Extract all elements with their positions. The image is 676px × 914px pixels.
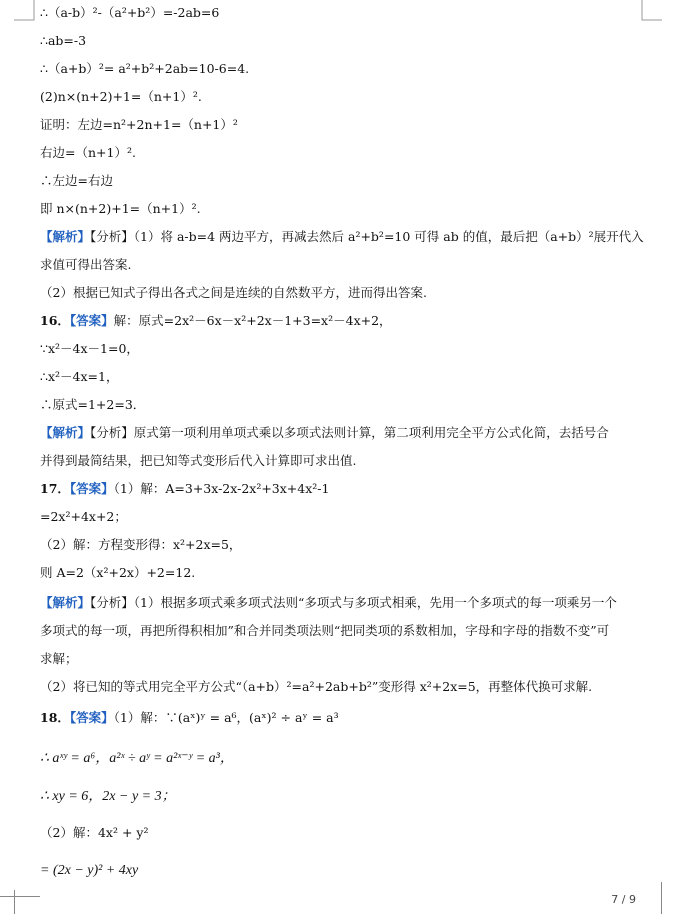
line-text: ∴ab=-3 bbox=[40, 33, 87, 48]
bottom-right-margin-mark bbox=[661, 882, 662, 914]
line-text: =2x²+4x+2； bbox=[40, 509, 127, 524]
line-11 bbox=[40, 283, 646, 303]
line-17 bbox=[40, 451, 646, 471]
question-number: 17． bbox=[40, 481, 70, 496]
bottom-left-margin-mark bbox=[14, 890, 15, 914]
line-text: 解：原式=2x²－6x－x²+2x－1+3=x²－4x+2， bbox=[113, 313, 392, 328]
line-text: = (2x − y)² + 4xy bbox=[40, 863, 139, 878]
line-29 bbox=[40, 823, 646, 843]
line-18 bbox=[40, 479, 646, 499]
line-text: ∴x²－4x=1， bbox=[40, 369, 119, 384]
line-text: （2）根据已知式子得出各式之间是连续的自然数平方，进而得出答案. bbox=[40, 285, 427, 300]
line-text: （2）解：4x² + y² bbox=[40, 825, 149, 840]
line-text: 求解； bbox=[40, 651, 78, 666]
line-text: 即 n×(n+2)+1=（n+1）². bbox=[40, 201, 201, 216]
line-text: ∴ xy = 6，2x − y = 3； bbox=[40, 789, 176, 804]
line-15 bbox=[40, 395, 646, 415]
line-1 bbox=[40, 3, 646, 23]
line-24 bbox=[40, 649, 646, 669]
line-text: ∴ aˣʸ = a⁶，a²ˣ ÷ aʸ = a²ˣ⁻ʸ = a³， bbox=[40, 751, 234, 766]
line-14 bbox=[40, 367, 646, 387]
line-text: ∴左边=右边 bbox=[40, 173, 113, 188]
question-number: 18． bbox=[40, 710, 70, 725]
line-text: 证明：左边=n²+2n+1=（n+1）² bbox=[40, 117, 238, 132]
line-text: 【分析】（1）将 a-b=4 两边平方，再减去然后 a²+b²=10 可得 ab 的值，最后把（a+b）²展开代入 bbox=[90, 229, 644, 244]
line-13 bbox=[40, 339, 646, 359]
line-20 bbox=[40, 535, 646, 555]
line-text: (2)n×(n+2)+1=（n+1）². bbox=[40, 89, 202, 104]
line-text: 右边=（n+1）². bbox=[40, 145, 136, 160]
line-8 bbox=[40, 199, 646, 219]
line-text: ∴原式=1+2=3． bbox=[40, 397, 146, 412]
line-26 bbox=[40, 708, 646, 728]
line-27 bbox=[40, 748, 646, 769]
section-tag: 【答案】 bbox=[69, 481, 114, 496]
line-21 bbox=[40, 563, 646, 583]
line-3 bbox=[40, 59, 646, 79]
line-22 bbox=[40, 593, 646, 613]
bottom-left-rule bbox=[0, 896, 40, 897]
page-number: 7 / 9 bbox=[611, 893, 636, 906]
line-text: 多项式的每一项，再把所得积相加”和合并同类项法则“把同类项的系数相加，字母和字母的指数不变”可 bbox=[40, 623, 610, 638]
section-tag: 【答案】 bbox=[69, 313, 114, 328]
section-tag: 【答案】 bbox=[69, 710, 114, 725]
line-text: ∴（a+b）²= a²+b²+2ab=10-6=4. bbox=[40, 61, 250, 76]
line-text: ∵x²－4x－1=0， bbox=[40, 341, 139, 356]
section-tag: 【解析】 bbox=[40, 229, 91, 244]
line-4 bbox=[40, 87, 646, 107]
line-19 bbox=[40, 507, 646, 527]
line-text: （2）解：方程变形得：x²+2x=5， bbox=[40, 537, 242, 552]
section-tag: 【解析】 bbox=[40, 425, 91, 440]
line-text: 【分析】（1）根据多项式乘多项式法则“多项式与多项式相乘，先用一个多项式的每一项乘另一个 bbox=[90, 595, 617, 610]
question-number: 16． bbox=[40, 313, 70, 328]
line-text: （2）将已知的等式用完全平方公式“（a+b）²=a²+2ab+b²”变形得 x²+2x=5，再整体代换可求解. bbox=[40, 679, 593, 694]
line-25 bbox=[40, 677, 646, 697]
line-6 bbox=[40, 143, 646, 163]
line-23 bbox=[40, 621, 646, 641]
section-tag: 【解析】 bbox=[40, 595, 91, 610]
line-12 bbox=[40, 311, 646, 331]
line-text: 求值可得出答案. bbox=[40, 257, 132, 272]
line-text: （1）解：A=3+3x-2x-2x²+3x+4x²-1 bbox=[113, 481, 330, 496]
line-text: 并得到最简结果，把已知等式变形后代入计算即可求出值. bbox=[40, 453, 357, 468]
line-2 bbox=[40, 31, 646, 51]
line-5 bbox=[40, 115, 646, 135]
line-text: 【分析】原式第一项利用单项式乘以多项式法则计算，第二项利用完全平方公式化简，去括号合 bbox=[90, 425, 609, 440]
line-7 bbox=[40, 171, 646, 191]
line-28 bbox=[40, 786, 646, 807]
line-30 bbox=[40, 860, 646, 881]
top-left-corner-mark bbox=[14, 0, 38, 22]
line-text: （1）解：∵(aˣ)ʸ = a⁶，(aˣ)² ÷ aʸ = a³ bbox=[113, 710, 339, 725]
line-text: 则 A=2（x²+2x）+2=12. bbox=[40, 565, 196, 580]
line-9 bbox=[40, 227, 646, 247]
line-16 bbox=[40, 423, 646, 443]
line-10 bbox=[40, 255, 646, 275]
line-text: ∴（a-b）²-（a²+b²）=-2ab=6 bbox=[40, 5, 220, 20]
